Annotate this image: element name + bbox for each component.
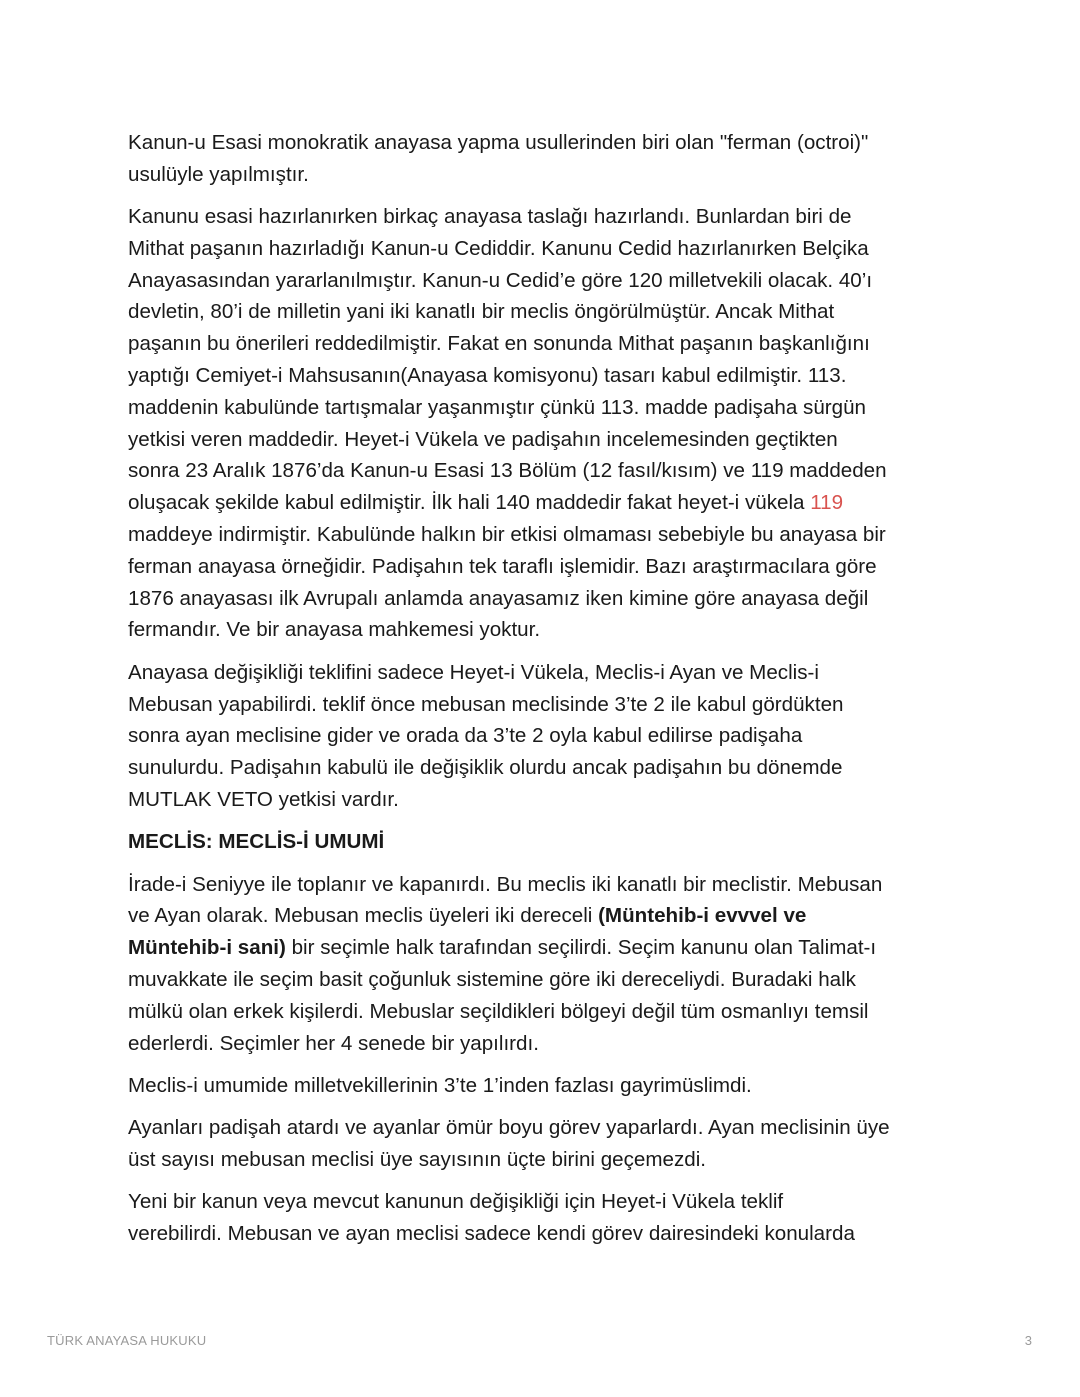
text-segment: ve Ayan olarak. Mebusan meclis üyeleri iki dereceli [128,904,599,928]
text-line: fermandır. Ve bir anayasa mahkemesi yoktur. [128,618,541,642]
text-segment: bir seçimle halk tarafından seçilirdi. Seçim kanunu olan Talimat-ı [285,936,877,960]
text-line: yetkisi veren maddedir. Heyet-i Vükela ve padişahın incelemesinden geçtikten [128,427,838,451]
paragraph-amendment [128,657,968,816]
text-line: MUTLAK VETO yetkisi vardır. [128,787,399,811]
text-line [128,487,968,519]
text-line: Kanunu esasi hazırlanırken birkaç anayasa taslağı hazırlandı. Bunlardan biri de [128,205,852,229]
text-line: Anayasasından yararlanılmıştır. Kanun-u Cedid’e göre 120 milletvekili olacak. 40’ı [128,268,873,292]
text-line: Meclis-i umumide milletvekillerinin 3’te 1’inden fazlası gayrimüslimdi. [128,1073,752,1097]
section-heading: MECLİS: MECLİS-İ UMUMİ [128,830,385,854]
text-line: sonra ayan meclisine gider ve orada da 3’te 2 oyla kabul edilirse padişaha [128,724,803,748]
text-line: Anayasa değişikliği teklifini sadece Heyet-i Vükela, Meclis-i Ayan ve Meclis-i [128,660,819,684]
text-line: paşanın bu önerileri reddedilmiştir. Fakat en sonunda Mithat paşanın başkanlığını [128,332,870,356]
paragraph-drafts [128,201,968,646]
paragraph-gayrimuslim [128,1070,968,1102]
text-line: maddeye indirmiştir. Kabulünde halkın bir etkisi olmaması sebebiyle bu anayasa bir [128,523,886,547]
text-line: Yeni bir kanun veya mevcut kanunun değişikliği için Heyet-i Vükela teklif [128,1190,784,1214]
text-line: devletin, 80’i de milletin yani iki kanatlı bir meclis öngörülmüştür. Ancak Mithat [128,300,835,324]
document-body [128,127,968,1260]
text-line: ederlerdi. Seçimler her 4 senede bir yapılırdı. [128,1031,539,1055]
text-line: Mithat paşanın hazırladığı Kanun-u Cediddir. Kanunu Cedid hazırlanırken Belçika [128,236,869,260]
paragraph-ayan [128,1112,968,1176]
page-number: 3 [1024,1333,1032,1348]
text-line: mülkü olan erkek kişilerdi. Mebuslar seçildikleri bölgeyi değil tüm osmanlıyı temsil [128,999,869,1023]
text-line [128,932,968,964]
text-line: Mebusan yapabilirdi. teklif önce mebusan meclisinde 3’te 2 ile kabul gördükten [128,692,844,716]
bold-text: (Müntehib-i evvvel ve [598,904,807,928]
text-line: sunulurdu. Padişahın kabulü ile değişiklik olurdu ancak padişahın bu dönemde [128,756,843,780]
text-line: Ayanları padişah atardı ve ayanlar ömür boyu görev yaparlardı. Ayan meclisinin üye [128,1116,890,1140]
paragraph-kanun [128,1186,968,1250]
text-line: İrade-i Seniyye ile toplanır ve kapanırdı. Bu meclis iki kanatlı bir meclistir. Mebusan [128,872,883,896]
text-line [128,900,968,932]
text-line: maddenin kabulünde tartışmalar yaşanmıştır çünkü 113. madde padişaha sürgün [128,395,866,419]
highlighted-number: 119 [810,491,844,515]
text-line: verebilirdi. Mebusan ve ayan meclisi sadece kendi görev dairesindeki konularda [128,1222,855,1245]
text-line: Kanun-u Esasi monokratik anayasa yapma usullerinden biri olan "ferman (octroi)" [128,131,869,154]
paragraph-meclis [128,869,968,1060]
paragraph-ferman [128,127,968,191]
text-line: yaptığı Cemiyet-i Mahsusanın(Anayasa komisyonu) tasarı kabul edilmiştir. 113. [128,364,847,388]
bold-text: Müntehib-i sani) [128,936,286,960]
text-line: usulüyle yapılmıştır. [128,162,309,186]
footer-title: TÜRK ANAYASA HUKUKU [47,1333,207,1348]
text-segment: oluşacak şekilde kabul edilmiştir. İlk hali 140 maddedir fakat heyet-i vükela [128,491,811,515]
text-line: ferman anayasa örneğidir. Padişahın tek taraflı işlemidir. Bazı araştırmacılara göre [128,554,877,578]
text-line: sonra 23 Aralık 1876’da Kanun-u Esasi 13 Bölüm (12 fasıl/kısım) ve 119 maddeden [128,459,887,483]
text-line: üst sayısı mebusan meclisi üye sayısının üçte birini geçemezdi. [128,1147,707,1171]
text-line: 1876 anayasası ilk Avrupalı anlamda anayasamız iken kimine göre anayasa değil [128,586,869,610]
text-line: muvakkate ile seçim basit çoğunluk sistemine göre iki dereceliydi. Buradaki halk [128,967,856,991]
